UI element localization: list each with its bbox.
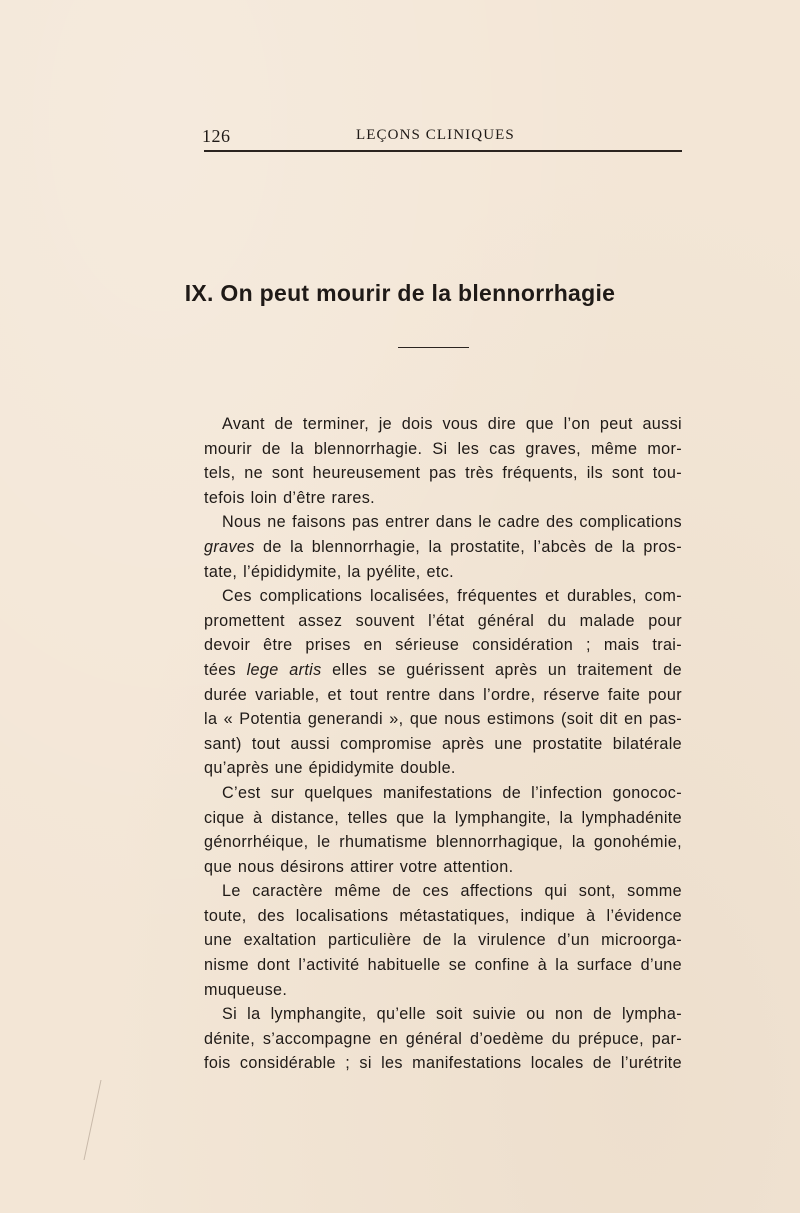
running-head: LEÇONS CLINIQUES [356,127,515,143]
text-line: toute, des localisations métastatiques, indique à l’évidence [204,906,682,925]
text-line [204,658,682,683]
header-rule [204,150,682,152]
text-line: cique à distance, telles que la lymphangite, la lymphadénite [204,808,682,827]
text-line: Ces complications localisées, fréquentes et durables, com- [222,587,682,606]
text-line: Le caractère même de ces affections qui sont, somme [222,882,682,901]
text-segment: de la blennorrhagie, la prostatite, l’abcès de la pros- [254,537,682,556]
text-line: Avant de terminer, je dois vous dire que l’on peut aussi [222,415,682,433]
text-line: devoir être prises en sérieuse considération ; mais trai- [204,636,682,655]
text-line: sant) tout aussi compromise après une prostatite bilatérale [204,734,682,753]
text-line: tate, l’épididymite, la pyélite, etc. [204,562,454,581]
text-segment: elles se guérissent après un traitement de [321,660,682,679]
text-line: muqueuse. [204,980,288,999]
body-text [204,412,682,1076]
title-rule [398,347,469,348]
text-line: qu’après une épididymite double. [204,759,456,778]
page-number: 126 [202,126,231,146]
text-line: durée variable, et tout rentre dans l’ordre, réserve faite pour [204,685,682,704]
page-header [204,126,682,152]
text-line: Si la lymphangite, qu’elle soit suivie ou non de lympha- [222,1005,682,1024]
text-line: Nous ne faisons pas entrer dans le cadre des complications [222,513,682,532]
paper-mark [83,1080,131,1160]
text-line [204,535,682,560]
text-line: mourir de la blennorrhagie. Si les cas graves, même mor- [204,439,682,458]
text-line: nisme dont l’activité habituelle se confine à la surface d’une [204,956,682,975]
text-line: dénite, s’accompagne en général d’oedème du prépuce, par- [204,1029,682,1048]
text-line: tels, ne sont heureusement pas très fréquents, ils sont tou- [204,464,682,483]
text-line: une exaltation particulière de la virulence d’un microorga- [204,931,682,950]
text-line: tefois loin d’être rares. [204,488,376,507]
text-segment: tées [204,660,247,679]
text-line: la « Potentia generandi », que nous estimons (soit dit en pas- [204,710,682,729]
chapter-title: IX. On peut mourir de la blennorrhagie [184,280,616,306]
text-line: promettent assez souvent l’état général du malade pour [204,611,682,630]
text-line: fois considérable ; si les manifestations locales de l’urétrite [204,1054,682,1073]
text-line: C’est sur quelques manifestations de l’infection gonococ- [222,783,682,802]
italic-text: lege artis [246,660,322,679]
text-line: génorrhéique, le rhumatisme blennorrhagique, la gonohémie, [204,833,682,852]
text-line: que nous désirons attirer votre attention. [204,857,514,876]
italic-text: graves [204,537,255,556]
